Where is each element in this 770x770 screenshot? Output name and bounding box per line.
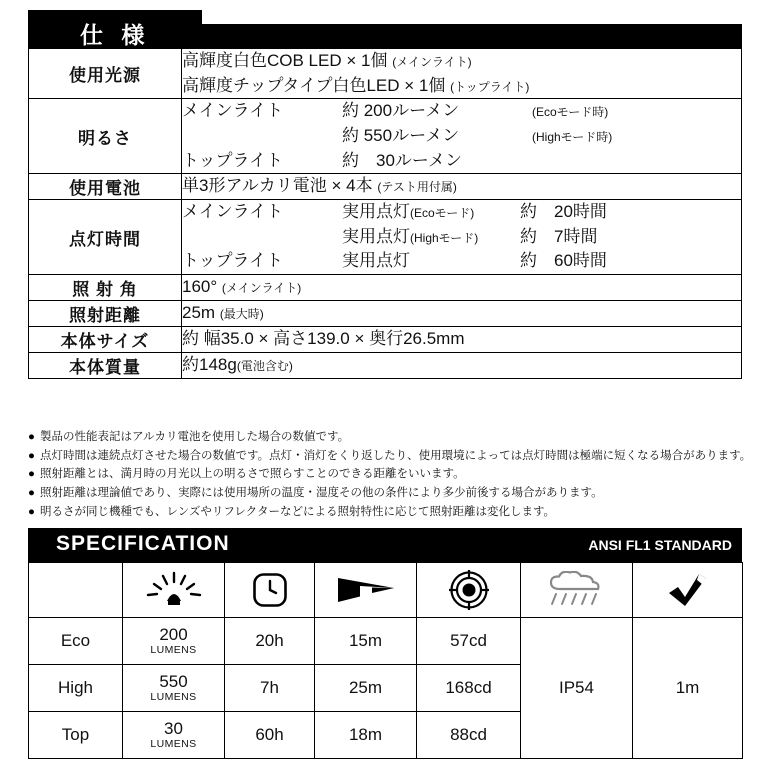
row-label-brightness: 明るさ — [29, 99, 182, 174]
row-value-battery — [182, 174, 742, 200]
bullet-icon: ● — [28, 431, 35, 443]
list-item — [28, 465, 744, 484]
footnote-text: 製品の性能表記はアルカリ電池を使用した場合の数値です。 — [40, 431, 350, 443]
row-value-light-source — [182, 49, 742, 99]
bullet-icon: ● — [28, 505, 35, 518]
text: 実用点灯 — [342, 202, 410, 222]
ansi-title: SPECIFICATION — [56, 532, 230, 555]
row-label-dimensions: 本体サイズ — [29, 327, 182, 353]
title-bar-notch-upper — [202, 10, 742, 24]
text-note: (電池含む) — [236, 359, 293, 374]
text: 単3形アルカリ電池 × 4本 — [182, 176, 373, 196]
ansi-cell-lumens-top — [123, 712, 225, 759]
impact-resistance-icon — [633, 563, 743, 618]
text-note: (Highモード) — [410, 230, 479, 245]
ansi-cell-distance-top: 18m — [315, 712, 417, 759]
ansi-cell-intensity-eco: 57cd — [417, 618, 521, 665]
table-row — [29, 275, 742, 301]
text: 550 — [159, 672, 188, 692]
text-note: (Ecoモード) — [410, 206, 475, 221]
text-unit: LUMENS — [150, 691, 197, 704]
footnotes-list — [28, 428, 752, 521]
text: 30 — [164, 719, 183, 739]
row-value-weight — [182, 353, 742, 379]
table-row — [29, 99, 742, 174]
table-row — [29, 200, 742, 275]
row-label-weight: 本体質量 — [29, 353, 182, 379]
text-note: (テスト用付属) — [377, 180, 457, 195]
text: 実用点灯 — [342, 251, 410, 271]
text-note: (最大時) — [219, 307, 264, 322]
ansi-cell-runtime-eco: 20h — [225, 618, 315, 665]
text: トップライト — [182, 251, 283, 271]
ansi-cell-intensity-high: 168cd — [417, 665, 521, 712]
bullet-icon: ● — [28, 468, 35, 481]
ansi-cell-runtime-top: 60h — [225, 712, 315, 759]
text: 約 550ルーメン — [342, 125, 460, 145]
row-value-brightness — [182, 99, 742, 174]
text: 約 30ルーメン — [342, 150, 463, 170]
ansi-row-mode-top: Top — [29, 712, 123, 759]
text: 約 200ルーメン — [342, 101, 460, 121]
table-row — [29, 618, 743, 665]
ansi-cell-runtime-high: 7h — [225, 665, 315, 712]
ansi-table — [28, 562, 743, 759]
text: 25m — [182, 303, 216, 323]
list-item — [28, 428, 744, 447]
table-row — [29, 49, 742, 99]
runtime-clock-icon — [225, 563, 315, 618]
ansi-cell-lumens-eco — [123, 618, 225, 665]
row-label-beam-angle: 照 射 角 — [29, 275, 182, 301]
text-note: (Ecoモード時) — [532, 105, 609, 120]
footnote-text: 照射距離は理論値であり、実際には使用場所の温度・湿度その他の条件により多少前後する場合があります。 — [40, 486, 603, 499]
text-note: (メインライト) — [392, 55, 472, 69]
page-title: 仕 様 — [80, 22, 151, 48]
text: メインライト — [182, 202, 284, 222]
japanese-spec-panel — [28, 10, 742, 379]
ansi-cell-water-resistance: IP54 — [521, 618, 633, 759]
beam-distance-icon — [315, 563, 417, 618]
table-row — [29, 353, 742, 379]
list-item — [28, 447, 752, 466]
ansi-row-mode-high: High — [29, 665, 123, 712]
row-value-beam-angle — [182, 275, 742, 301]
row-value-dimensions — [182, 327, 742, 353]
footnote-text: 照射距離とは、満月時の月光以上の明るさで照らすことのできる距離をいいます。 — [40, 468, 465, 481]
text: 約 幅35.0 × 高さ139.0 × 奥行26.5mm — [182, 329, 465, 349]
footnote-text: 明るさが同じ機種でも、レンズやリフレクターなどによる照射特性に応じて照射距離は変化します。 — [40, 505, 556, 518]
spec-title-bar — [28, 10, 742, 48]
text: 200 — [159, 625, 188, 645]
lumens-icon — [123, 563, 225, 618]
text-note: (Highモード時) — [532, 129, 613, 144]
text-note: (メインライト) — [221, 281, 302, 296]
ansi-cell-intensity-top: 88cd — [417, 712, 521, 759]
bullet-icon: ● — [28, 449, 35, 462]
bullet-icon: ● — [28, 486, 35, 499]
row-label-light-source: 使用光源 — [29, 49, 182, 99]
ansi-standard-label: ANSI FL1 STANDARD — [588, 537, 732, 553]
text: 約148g — [182, 355, 237, 375]
text: 実用点灯 — [342, 226, 410, 246]
corner-cell — [29, 563, 123, 618]
text: メインライト — [182, 101, 284, 121]
title-bar-notch-lower — [202, 24, 742, 48]
ansi-icon-row — [29, 563, 743, 618]
table-row — [29, 174, 742, 200]
ansi-cell-distance-eco: 15m — [315, 618, 417, 665]
table-row — [29, 327, 742, 353]
text: 約 20時間 — [520, 202, 607, 222]
text-note: (トップライト) — [450, 79, 530, 94]
ansi-cell-distance-high: 25m — [315, 665, 417, 712]
text: 高輝度チップタイプ白色LED × 1個 — [182, 75, 446, 95]
row-label-runtime: 点灯時間 — [29, 200, 182, 275]
text: 約 7時間 — [520, 226, 598, 246]
text: 高輝度白色COB LED × 1個 — [182, 51, 388, 70]
text: 160° — [182, 277, 218, 297]
row-value-runtime — [182, 200, 742, 275]
ansi-cell-impact-resistance: 1m — [633, 618, 743, 759]
ansi-row-mode-eco: Eco — [29, 618, 123, 665]
peak-beam-intensity-icon — [417, 563, 521, 618]
row-label-battery: 使用電池 — [29, 174, 182, 200]
ansi-cell-lumens-high — [123, 665, 225, 712]
text-unit: LUMENS — [150, 738, 197, 751]
text: トップライト — [182, 150, 283, 170]
ansi-title-bar — [28, 528, 742, 562]
footnote-text: 点灯時間は連続点灯させた場合の数値です。点灯・消灯をくり返したり、使用環境によっては点灯時間は極端に短くなる場合があります。 — [40, 449, 752, 462]
ansi-spec-panel — [28, 528, 742, 759]
text: 約 60時間 — [520, 251, 607, 271]
table-row — [29, 301, 742, 327]
list-item — [28, 484, 744, 503]
row-label-beam-distance: 照射距離 — [29, 301, 182, 327]
list-item — [28, 503, 744, 522]
spec-table — [28, 48, 742, 379]
water-resistance-icon — [521, 563, 633, 618]
text-unit: LUMENS — [150, 644, 197, 657]
row-value-beam-distance — [182, 301, 742, 327]
